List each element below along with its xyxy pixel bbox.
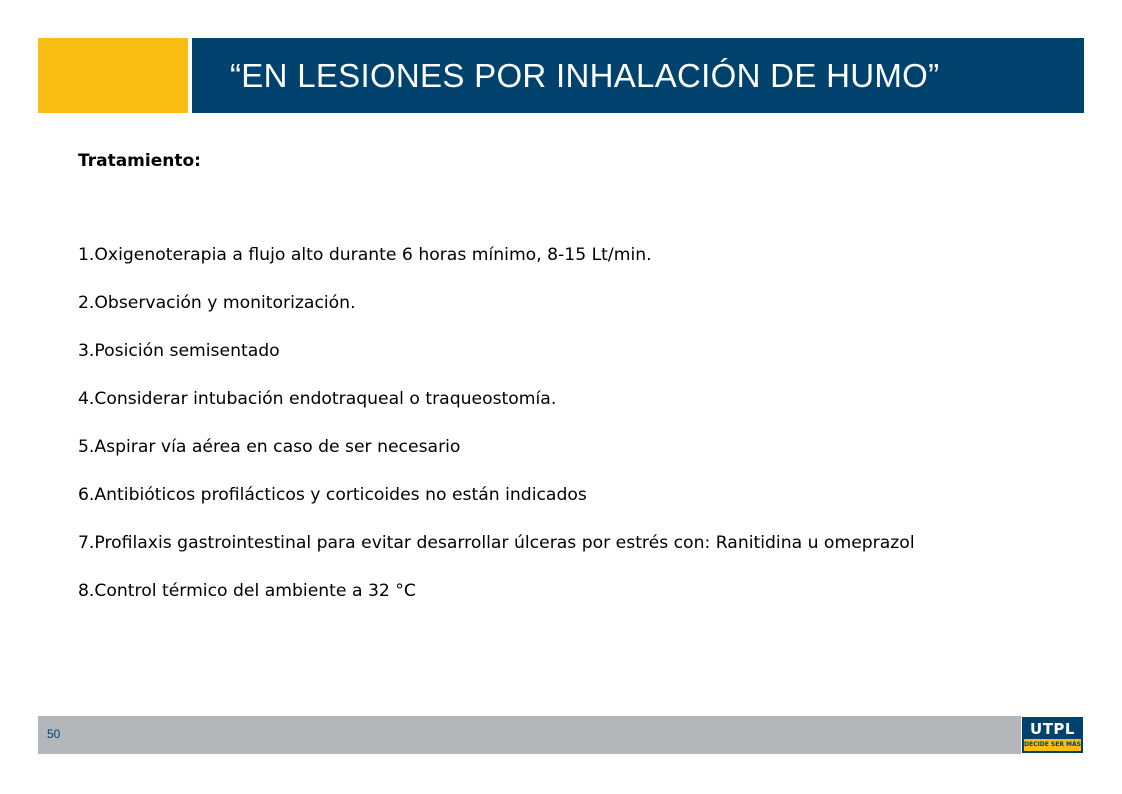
title-bar <box>192 38 1084 113</box>
logo-wordmark: UTPL <box>1030 720 1075 738</box>
list-item: 4.Considerar intubación endotraqueal o traqueostomía. <box>78 389 557 409</box>
section-heading: Tratamiento: <box>78 151 201 171</box>
list-item: 6.Antibióticos profilácticos y corticoides no están indicados <box>78 485 587 505</box>
logo-tagline: DECIDE SER MÁS <box>1024 741 1081 748</box>
title-accent-block <box>38 38 188 113</box>
list-item: 2.Observación y monitorización. <box>78 293 356 313</box>
slide-title: “EN LESIONES POR INHALACIÓN DE HUMO” <box>230 56 940 94</box>
logo-tagline-strip <box>1024 739 1081 751</box>
slide-content <box>78 143 1078 615</box>
heading-spacer <box>78 179 1078 231</box>
treatment-list <box>78 231 1078 615</box>
utpl-logo <box>1021 716 1084 754</box>
page-number: 50 <box>47 727 61 741</box>
list-item: 1.Oxigenoterapia a flujo alto durante 6 horas mínimo, 8-15 Lt/min. <box>78 245 652 265</box>
footer-bar <box>38 716 1084 754</box>
list-item: 8.Control térmico del ambiente a 32 °C <box>78 581 416 601</box>
list-item: 5.Aspirar vía aérea en caso de ser necesario <box>78 437 461 457</box>
list-item: 7.Profilaxis gastrointestinal para evitar desarrollar úlceras por estrés con: Ranitidina u omeprazol <box>78 533 915 553</box>
list-item: 3.Posición semisentado <box>78 341 280 361</box>
